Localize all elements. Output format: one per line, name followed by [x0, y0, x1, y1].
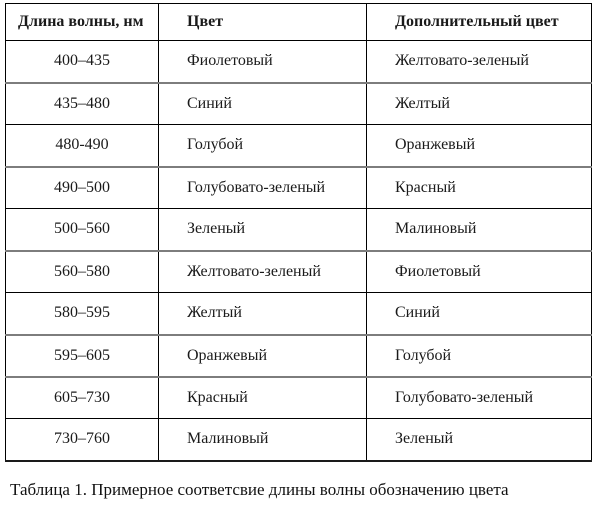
cell-wavelength: 595–605 — [6, 335, 159, 377]
cell-wavelength: 580–595 — [6, 293, 159, 335]
cell-color: Красный — [159, 377, 367, 419]
cell-color: Фиолетовый — [159, 41, 367, 83]
cell-color: Оранжевый — [159, 335, 367, 377]
cell-wavelength: 435–480 — [6, 83, 159, 125]
table-row — [6, 41, 592, 83]
table-row — [6, 83, 592, 125]
wavelength-color-table — [5, 3, 592, 462]
cell-wavelength: 490–500 — [6, 167, 159, 209]
table-row — [6, 377, 592, 419]
cell-complementary: Желтый — [367, 83, 592, 125]
cell-color: Зеленый — [159, 209, 367, 251]
cell-color: Желтовато-зеленый — [159, 251, 367, 293]
column-header-color: Цвет — [159, 4, 367, 41]
cell-color: Голубой — [159, 125, 367, 167]
cell-complementary: Синий — [367, 293, 592, 335]
table-row — [6, 167, 592, 209]
cell-complementary: Голубой — [367, 335, 592, 377]
cell-color: Синий — [159, 83, 367, 125]
cell-wavelength: 730–760 — [54, 430, 110, 448]
cell-wavelength: 605–730 — [6, 377, 159, 419]
cell-complementary: Малиновый — [367, 209, 592, 251]
cell-wavelength: 400–435 — [6, 41, 159, 83]
table-row — [6, 419, 592, 461]
document-page — [0, 3, 600, 524]
table-row — [6, 209, 592, 251]
cell-complementary: Зеленый — [367, 419, 592, 461]
cell-color: Голубовато-зеленый — [159, 167, 367, 209]
cell-color: Желтый — [159, 293, 367, 335]
cell-wavelength: 560–580 — [6, 251, 159, 293]
table-row — [6, 335, 592, 377]
table-row — [6, 125, 592, 167]
table-row — [6, 251, 592, 293]
table-caption: Таблица 1. Примерное соответсвие длины волны обозначению цвета — [10, 479, 509, 499]
table-header-row — [6, 4, 592, 41]
cell-complementary: Голубовато-зеленый — [367, 377, 592, 419]
cell-complementary: Фиолетовый — [367, 251, 592, 293]
cell-complementary: Красный — [367, 167, 592, 209]
column-header-wavelength: Длина волны, нм — [6, 4, 159, 41]
cell-wavelength: 500–560 — [6, 209, 159, 251]
column-header-complementary: Дополнительный цвет — [367, 4, 592, 41]
cell-complementary: Оранжевый — [367, 125, 592, 167]
cell-wavelength: 480-490 — [6, 125, 159, 167]
cell-complementary: Желтовато-зеленый — [367, 41, 592, 83]
table-row — [6, 293, 592, 335]
cell-color: Малиновый — [159, 419, 367, 461]
